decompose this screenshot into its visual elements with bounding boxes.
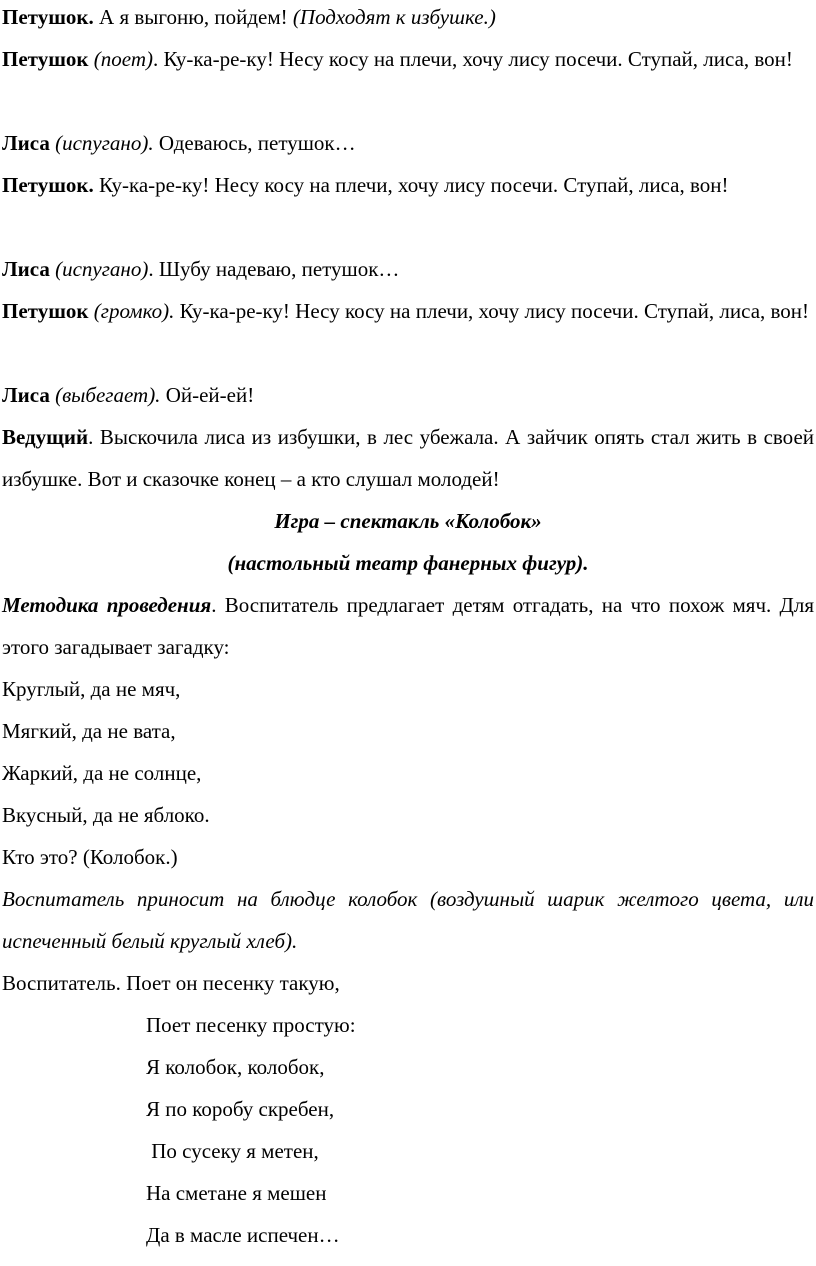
speaker: Петушок	[2, 47, 89, 71]
dialogue-line-6	[2, 290, 814, 332]
stage-direction: (громко).	[93, 299, 175, 323]
stage-direction: (испугано)	[55, 257, 149, 281]
dialogue-line-2	[2, 38, 814, 80]
speaker: Лиса	[2, 383, 50, 407]
riddle-line-4: Вкусный, да не яблоко.	[2, 803, 210, 827]
stage-direction: (Подходят к избушке.)	[292, 5, 496, 29]
line-text: . Выскочила лиса из избушки, в лес убежала. А зайчик опять стал жить в своей избушке. Вот и сказочке конец – а кто слушал молодей!	[2, 425, 814, 491]
speaker: Петушок.	[2, 5, 94, 29]
song-line-6: Да в масле испечен…	[146, 1223, 340, 1247]
speaker: Ведущий	[2, 425, 89, 449]
riddle-line-1: Круглый, да не мяч,	[2, 677, 181, 701]
song-line-1: Поет песенку простую:	[146, 1013, 356, 1037]
song-line-3: Я по коробу скребен,	[146, 1097, 335, 1121]
section-heading-1: Игра – спектакль «Колобок»	[274, 509, 542, 533]
song-intro: Воспитатель. Поет он песенку такую,	[2, 971, 340, 995]
dialogue-line-7	[2, 374, 814, 416]
method-paragraph	[2, 584, 814, 668]
line-text: А я выгоню, пойдем!	[93, 5, 293, 29]
line-text: Ку-ка-ре-ку! Несу косу на плечи, хочу лису посечи. Ступай, лиса, вон!	[93, 173, 729, 197]
dialogue-line-1	[2, 0, 814, 38]
riddle-line-3: Жаркий, да не солнце,	[2, 761, 202, 785]
dialogue-line-3	[2, 122, 814, 164]
method-label: Методика проведения	[2, 593, 212, 617]
line-text: . Ку-ка-ре-ку! Несу косу на плечи, хочу лису посечи. Ступай, лиса, вон!	[152, 47, 793, 71]
riddle-line-2: Мягкий, да не вата,	[2, 719, 176, 743]
stage-direction: (испугано).	[55, 131, 154, 155]
line-text: Одеваюсь, петушок…	[153, 131, 356, 155]
song-line-5: На сметане я мешен	[146, 1181, 327, 1205]
dialogue-line-5	[2, 248, 814, 290]
speaker: Петушок.	[2, 173, 94, 197]
stage-note: Воспитатель приносит на блюдце колобок (воздушный шарик желтого цвета, или испеченный белый круглый хлеб).	[2, 887, 814, 953]
speaker: Петушок	[2, 299, 89, 323]
line-text: Ку-ка-ре-ку! Несу косу на плечи, хочу лису посечи. Ступай, лиса, вон!	[174, 299, 810, 323]
section-heading-2: (настольный театр фанерных фигур).	[227, 551, 589, 575]
stage-direction: (поет)	[93, 47, 153, 71]
method-text: . Воспитатель предлагает детям отгадать, на что похож мяч. Для этого загадывает загадку:	[2, 593, 815, 659]
line-text: Ой-ей-ей!	[160, 383, 255, 407]
song-line-4: По сусеку я метен,	[146, 1139, 319, 1163]
dialogue-line-8	[2, 416, 814, 500]
riddle-answer: Кто это? (Колобок.)	[2, 845, 178, 869]
line-text: . Шубу надеваю, петушок…	[148, 257, 400, 281]
speaker: Лиса	[2, 257, 50, 281]
song-line-2: Я колобок, колобок,	[146, 1055, 325, 1079]
dialogue-line-4	[2, 164, 814, 206]
stage-direction: (выбегает).	[55, 383, 161, 407]
speaker: Лиса	[2, 131, 50, 155]
